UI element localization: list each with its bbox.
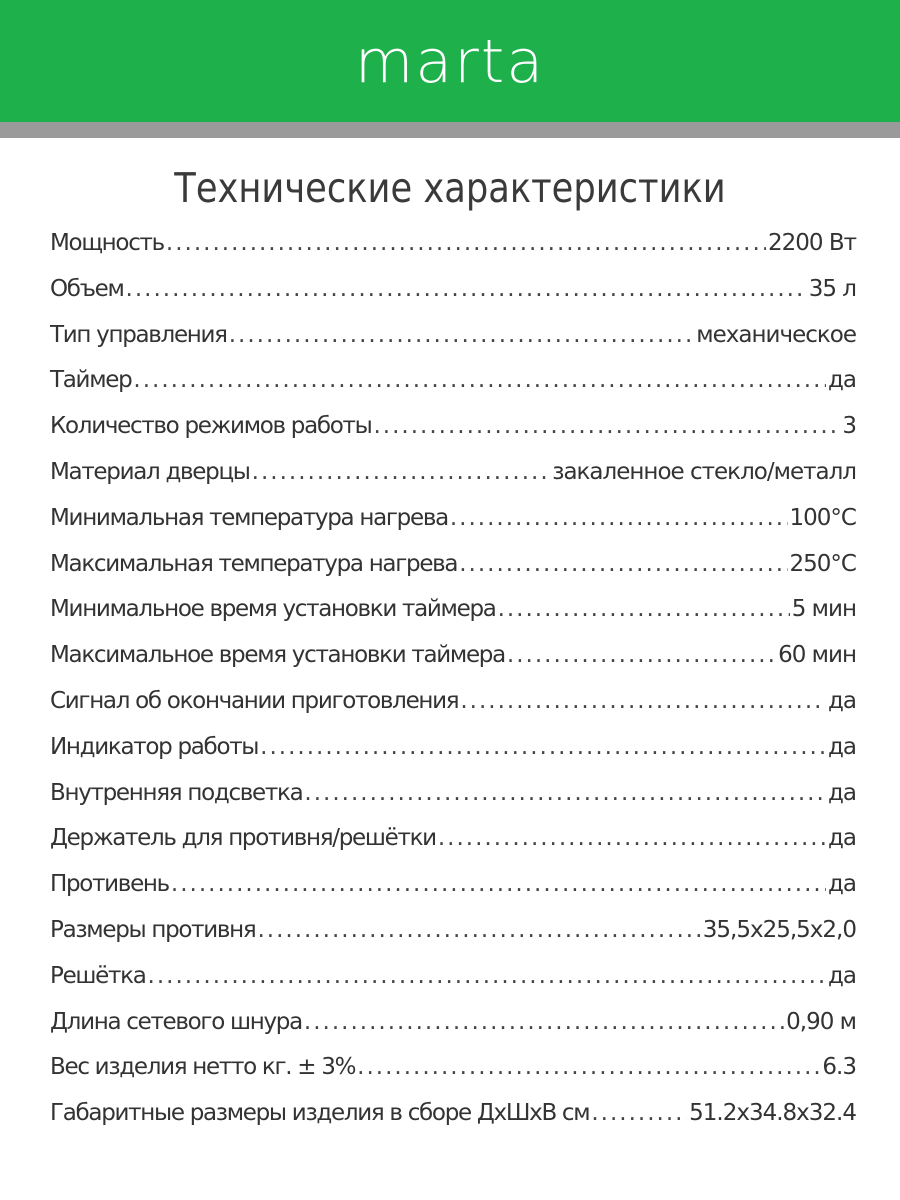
spec-label: Количество режимов работы bbox=[50, 413, 372, 440]
spec-label: Габаритные размеры изделия в сборе ДхШхВ см bbox=[50, 1100, 590, 1127]
dot-leader bbox=[133, 367, 826, 393]
spec-label: Противень bbox=[50, 871, 169, 898]
spec-label: Таймер bbox=[50, 367, 132, 394]
spec-row bbox=[50, 551, 856, 597]
spec-value: 250°C bbox=[789, 550, 856, 577]
spec-value: 6.3 bbox=[822, 1054, 856, 1081]
dot-leader bbox=[257, 917, 700, 943]
spec-label: Мощность bbox=[50, 230, 164, 256]
spec-label: Размеры противня bbox=[50, 916, 256, 943]
spec-value: да bbox=[828, 962, 856, 989]
spec-label: Внутренняя подсветка bbox=[50, 779, 303, 806]
spec-value: 5 мин bbox=[791, 596, 856, 623]
spec-row bbox=[50, 688, 856, 734]
header-stripe bbox=[0, 122, 900, 138]
spec-row bbox=[50, 825, 856, 871]
spec-label: Максимальное время установки таймера bbox=[50, 642, 505, 669]
dot-leader bbox=[459, 551, 787, 577]
spec-row bbox=[50, 596, 856, 642]
spec-row bbox=[50, 276, 856, 322]
dot-leader bbox=[304, 1009, 784, 1035]
spec-value: 2200 Вт bbox=[767, 230, 856, 256]
spec-label: Держатель для противня/решётки bbox=[50, 825, 436, 852]
spec-value: 35,5x25,5x2,0 bbox=[702, 916, 856, 943]
spec-row bbox=[50, 1100, 856, 1146]
spec-value: 100°C bbox=[789, 504, 856, 531]
dot-leader bbox=[438, 825, 826, 851]
spec-row bbox=[50, 642, 856, 688]
dot-leader bbox=[229, 322, 695, 348]
spec-label: Индикатор работы bbox=[50, 733, 259, 760]
spec-value: 60 мин bbox=[778, 642, 856, 669]
spec-row bbox=[50, 734, 856, 780]
spec-label: Тип управления bbox=[50, 321, 227, 348]
spec-row bbox=[50, 413, 856, 459]
spec-value: да bbox=[828, 825, 856, 852]
spec-value: 0,90 м bbox=[786, 1008, 856, 1035]
dot-leader bbox=[357, 1054, 820, 1080]
dot-leader bbox=[260, 734, 826, 760]
dot-leader bbox=[304, 780, 826, 806]
header-bar bbox=[0, 0, 900, 122]
spec-value: да bbox=[828, 871, 856, 898]
spec-value: да bbox=[828, 687, 856, 714]
dot-leader bbox=[166, 230, 766, 256]
spec-value: да bbox=[828, 733, 856, 760]
spec-value: 3 bbox=[842, 413, 856, 440]
spec-value: да bbox=[828, 367, 856, 394]
spec-row bbox=[50, 780, 856, 826]
spec-label: Сигнал об окончании приготовления bbox=[50, 687, 459, 714]
spec-row bbox=[50, 871, 856, 917]
spec-value: механическое bbox=[696, 321, 856, 348]
spec-label: Максимальная температура нагрева bbox=[50, 550, 458, 577]
dot-leader bbox=[450, 505, 788, 531]
dot-leader bbox=[252, 459, 551, 485]
dot-leader bbox=[460, 688, 826, 714]
spec-label: Минимальная температура нагрева bbox=[50, 504, 448, 531]
spec-value: закаленное стекло/металл bbox=[552, 458, 856, 485]
dot-leader bbox=[498, 596, 790, 622]
spec-row bbox=[50, 963, 856, 1009]
dot-leader bbox=[591, 1100, 687, 1126]
dot-leader bbox=[126, 276, 807, 302]
dot-leader bbox=[507, 642, 776, 668]
spec-label: Решётка bbox=[50, 962, 146, 989]
spec-row bbox=[50, 505, 856, 551]
dot-leader bbox=[148, 963, 826, 989]
spec-row bbox=[50, 322, 856, 368]
spec-label: Длина сетевого шнура bbox=[50, 1008, 302, 1035]
spec-label: Материал дверцы bbox=[50, 458, 250, 485]
spec-row bbox=[50, 917, 856, 963]
spec-row bbox=[50, 230, 856, 276]
dot-leader bbox=[374, 413, 841, 439]
spec-value: 35 л bbox=[808, 275, 856, 302]
spec-row bbox=[50, 1009, 856, 1055]
spec-label: Минимальное время установки таймера bbox=[50, 596, 496, 623]
spec-value: 51.2x34.8x32.4 bbox=[689, 1100, 856, 1127]
page-title: Технические характеристики bbox=[174, 164, 726, 212]
spec-label: Вес изделия нетто кг. ± 3% bbox=[50, 1054, 356, 1081]
spec-row bbox=[50, 459, 856, 505]
spec-row bbox=[50, 367, 856, 413]
dot-leader bbox=[171, 871, 826, 897]
spec-label: Объем bbox=[50, 275, 124, 302]
brand-logo: marta bbox=[354, 27, 546, 97]
spec-value: да bbox=[828, 779, 856, 806]
spec-row bbox=[50, 1054, 856, 1100]
spec-list bbox=[50, 230, 856, 1146]
